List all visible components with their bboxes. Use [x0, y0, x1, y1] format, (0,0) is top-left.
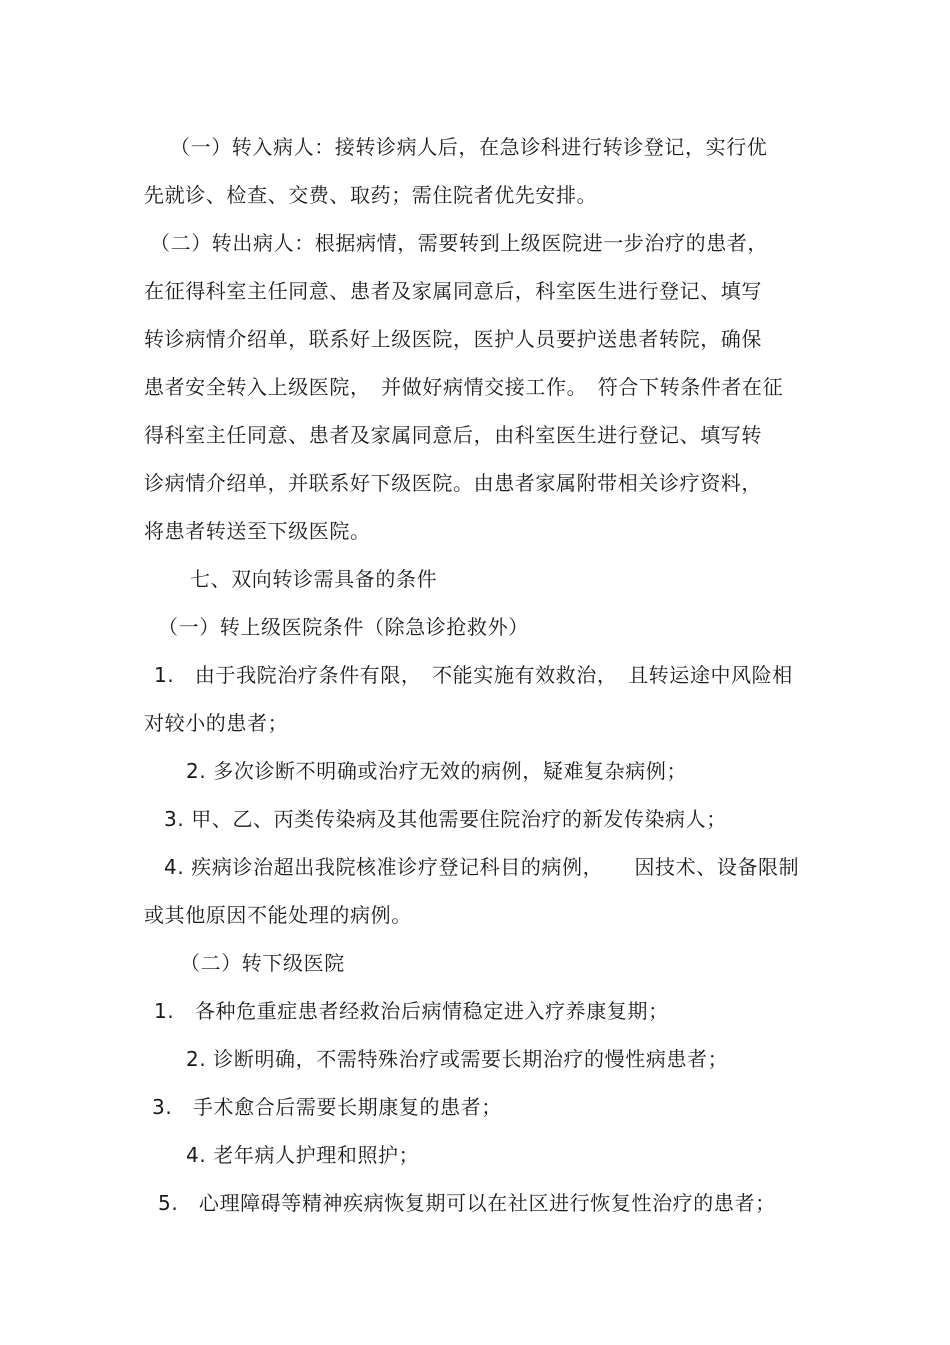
list-item: 5. 心理障碍等精神疾病恢复期可以在社区进行恢复性治疗的患者；: [158, 1191, 776, 1215]
section-heading: 七、双向转诊需具备的条件: [190, 567, 438, 591]
paragraph-line: 诊病情介绍单，并联系好下级医院。由患者家属附带相关诊疗资料，: [144, 471, 762, 495]
subsection-heading: （二）转下级医院: [180, 951, 345, 975]
list-item: 4. 疾病诊治超出我院核准诊疗登记科目的病例， 因技术、设备限制: [164, 855, 800, 879]
paragraph-line: 先就诊、检查、交费、取药；需住院者优先安排。: [144, 183, 598, 207]
list-item: 3. 手术愈合后需要长期康复的患者；: [152, 1095, 502, 1119]
paragraph-line: （二）转出病人：根据病情，需要转到上级医院进一步治疗的患者，: [150, 231, 768, 255]
list-item-continuation: 对较小的患者；: [144, 711, 289, 735]
paragraph-line: 得科室主任同意、患者及家属同意后，由科室医生进行登记、填写转: [144, 423, 762, 447]
paragraph-line: 患者安全转入上级医院， 并做好病情交接工作。 符合下转条件者在征: [144, 375, 784, 399]
list-item-continuation: 或其他原因不能处理的病例。: [144, 903, 412, 927]
list-item: 2. 多次诊断不明确或治疗无效的病例，疑难复杂病例；: [186, 759, 688, 783]
list-item: 3. 甲、乙、丙类传染病及其他需要住院治疗的新发传染病人；: [164, 807, 727, 831]
paragraph-line: 转诊病情介绍单，联系好上级医院，医护人员要护送患者转院，确保: [144, 327, 762, 351]
list-item: 1. 由于我院治疗条件有限， 不能实施有效救治， 且转运途中风险相: [154, 663, 793, 687]
list-item: 1. 各种危重症患者经救治后病情稳定进入疗养康复期；: [154, 999, 669, 1023]
paragraph-line: 将患者转送至下级医院。: [144, 519, 371, 543]
list-item: 4. 老年病人护理和照护；: [186, 1143, 420, 1167]
list-item: 2. 诊断明确，不需特殊治疗或需要长期治疗的慢性病患者；: [186, 1047, 729, 1071]
subsection-heading: （一）转上级医院条件（除急诊抢救外）: [158, 615, 529, 639]
paragraph-line: 在征得科室主任同意、患者及家属同意后，科室医生进行登记、填写: [144, 279, 762, 303]
paragraph-line: （一）转入病人：接转诊病人后，在急诊科进行转诊登记，实行优: [170, 135, 768, 159]
